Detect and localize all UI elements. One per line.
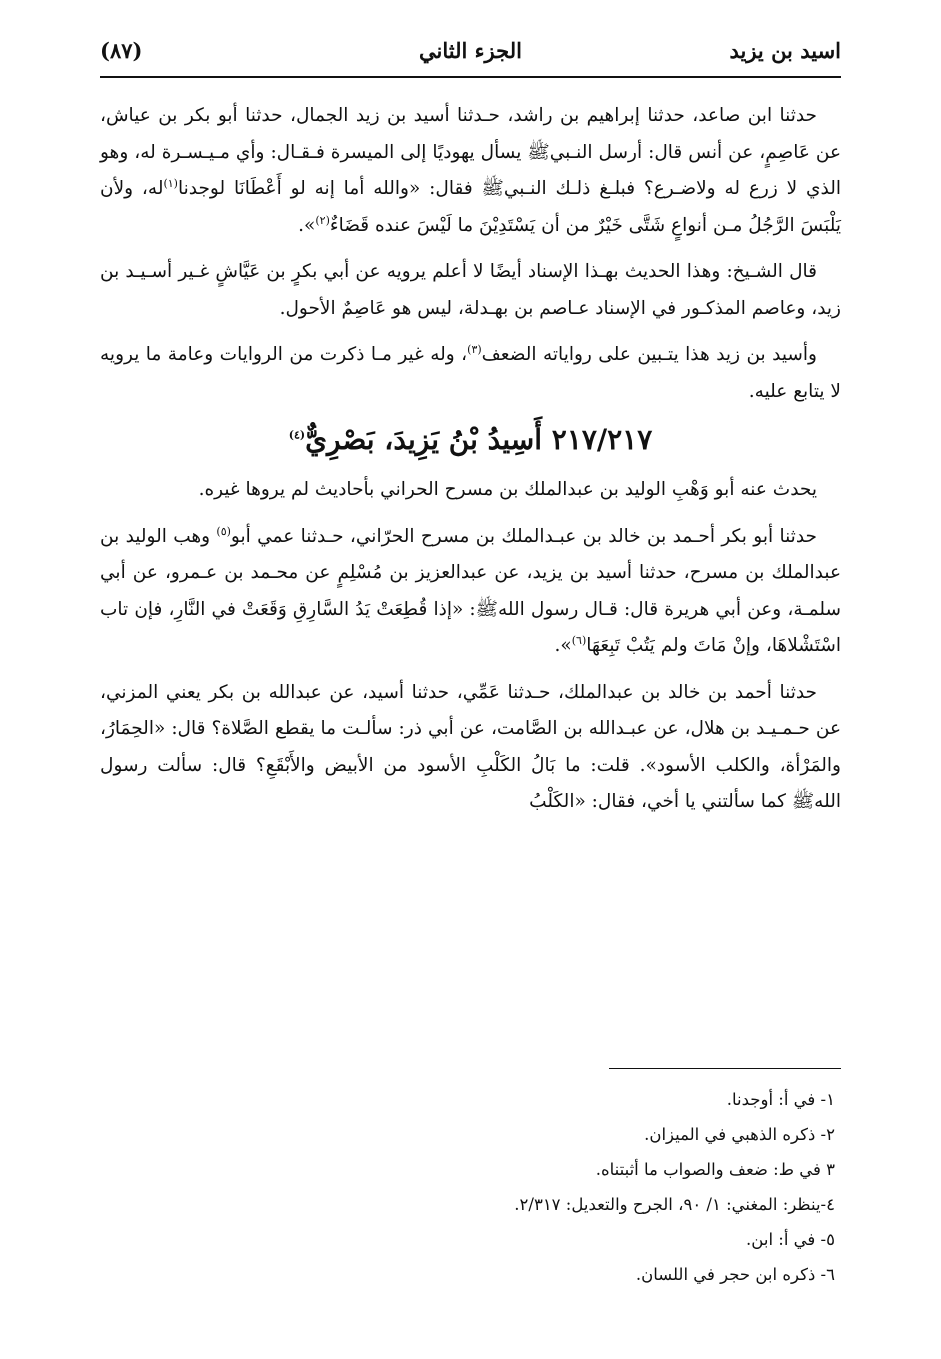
footnotes [100,1082,841,1292]
footnote-marker-1: (١) [163,176,178,190]
paragraph-hadith-1 [100,98,841,244]
footnote-marker-2: (٢) [315,213,330,227]
paragraph-hadith-2 [100,519,841,665]
entry-title-text: ٢١٧/٢١٧ أَسِيدُ بْنُ يَزِيدَ، بَصْرِيٌّ [305,423,653,456]
footnote-item: ١- في أ: أوجدنا. [726,1090,835,1109]
page-header [100,32,841,72]
text-run: وهب الوليد بن عبدالملك بن مسرح، حدثنا أسيد بن يزيد، عن عبدالعزيز بن مُسْلِمٍ عن محـمد بن عـمرو، عن أبي سلمـة، وعن أبي هريرة قال: قـال رسول اللهﷺ: «إذا قُطِعَتْ يَدُ السَّارِقِ وَقَعَتْ في النَّارِ، فإن تاب اسْتَشْلاهَا، وإنْ مَاتَ ولم يَتُبْ تَبِعَهَا [100,525,841,656]
text-run: وأسيد بن زيد هذا يتـبين على رواياته الضعف [481,344,817,365]
entry-title [100,420,841,460]
text-run: ». [554,635,572,656]
footnote-marker-4: (٤) [288,428,306,442]
footnote-marker-6: (٦) [571,633,587,647]
footnote-divider [609,1068,841,1069]
text-run: له، ولأن يَلْبَسَ الرَّجُلُ مـن أنواعٍ شَتَّى خَيْرٌ من أن يَسْتَدِيْنَ ما لَيْسَ عنده قَضَاءٌ [100,178,841,236]
footnote-item: ٦- ذكره ابن حجر في اللسان. [635,1265,835,1284]
header-entry-name: اسيد بن يزيد [729,38,841,63]
text-run: حدثنا ابن صاعد، حدثنا إبراهيم بن راشد، حـدثنا أسيد بن زيد الجمال، حدثنا أبو بكر بن عياش، عن عَاصِمٍ، عن أنس قال: أرسل النـبيﷺ يسأل يهوديًا إلى الميسرة فـقـال: وأي مـيـسـرة له، وهو الذي لا زرع له ولاضـرع؟ فبلـغ ذلـك النـبيﷺ فقال: «والله أما إنه لو أَعْطَانَا لوجدنا [100,105,841,199]
footnote-item: ٤-ينظر: المغني: ١/ ٩٠، الجرح والتعديل: ٢/٣١٧. [514,1195,835,1214]
text-run: حدثنا أبو بكر أحـمد بن خالد بن عبـدالملك بن مسرح الحرّاني، حـدثنا عمي أبو [230,525,817,547]
paragraph-hadith-3: حدثنا أحمد بن خالد بن عبدالملك، حـدثنا عَمِّي، حدثنا أسيد، عن عبدالله بن بكر يعني المزني، عن حـمـيـد بن هلال، عن عبـدالله بن الصَّامت، عن أبي ذر: سألـت ما يقطع الصَّلاة؟ قال: «الحِمَارُ، والمَرْأة، والكلب الأسود». قلت: ما بَالُ الكَلْبِ الأسود من الأبيض والأَبْقَعِ؟ قال: سألت رسول اللهﷺ كما سألتني يا أخي، فقال: «الكَلْبُ [100,681,841,812]
footnote-marker-5: (٥) [216,524,231,538]
footnote-item: ٢- ذكره الذهبي في الميزان. [644,1125,835,1144]
paragraph-narrator-intro: يحدث عنه أبو وَهْبِ الوليد بن عبدالملك بن مسرح الحراني بأحاديث لم يروها غيره. [198,479,817,500]
paragraph-weakness-note [100,337,841,410]
text-run: ، وله غير مـا ذكرت من الروايات وعامة ما يرويه لا يتابع عليه. [100,344,841,402]
header-volume: الجزء الثاني [419,38,522,63]
footnote-marker-3: (٣) [467,342,482,356]
page-number: (٨٧) [100,38,143,63]
paragraph-sheikh-comment: قال الشـيخ: وهذا الحديث بهـذا الإسناد أيضًا لا أعلم يرويه عن أبي بكرٍ بن عَيَّاشٍ غـير أسـيـد بن زيد، وعاصم المذكـور في الإسناد عـاصم بن بهـدلة، ليس هو عَاصِمٌ الأحول. [100,261,841,319]
footnote-item: ٥- في أ: ابن. [746,1230,835,1249]
main-text [100,98,841,831]
header-divider [100,76,841,78]
footnote-item: ٣ في ط: ضعف والصواب ما أثبتناه. [595,1160,835,1179]
text-run: ». [298,214,316,236]
